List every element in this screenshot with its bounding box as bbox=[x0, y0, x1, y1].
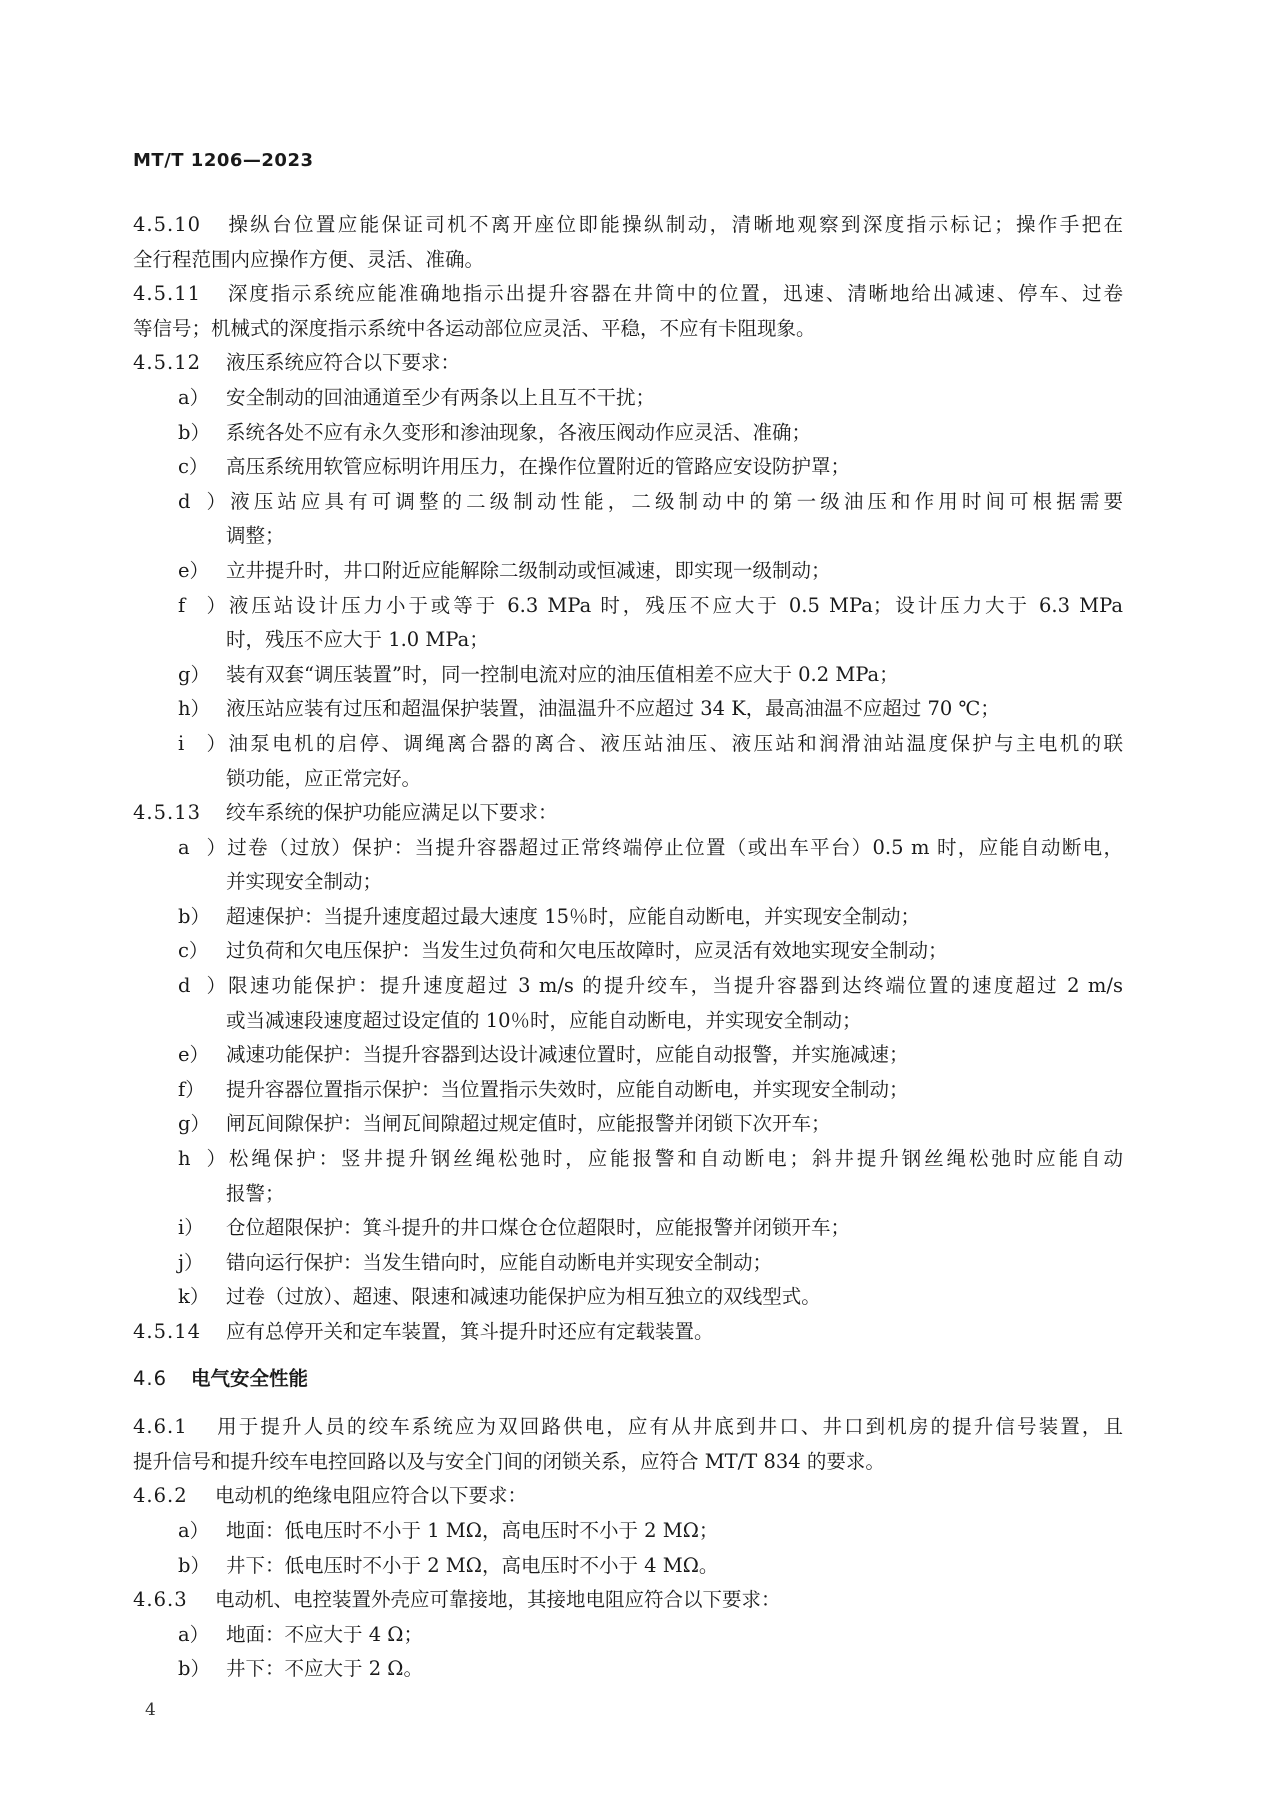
list-text: 高压系统用软管应标明许用压力，在操作位置附近的管路应安设防护罩； bbox=[226, 455, 851, 479]
list-item-k bbox=[133, 1280, 1123, 1315]
clause-4-5-10 bbox=[133, 208, 1123, 277]
list-label: f） bbox=[178, 1077, 205, 1101]
clause-text: 电动机的绝缘电阻应符合以下要求： bbox=[215, 1484, 528, 1508]
list-text: 液压站设计压力小于或等于 6.3 MPa 时，残压不应大于 0.5 MPa；设计压力大于 6.3 MPa bbox=[226, 593, 1123, 617]
list-text: 系统各处不应有永久变形和渗油现象，各液压阀动作应灵活、准确； bbox=[226, 420, 812, 444]
list-label: a） bbox=[178, 1622, 210, 1646]
clause-number: 4.6.3 bbox=[133, 1588, 188, 1612]
list-text: 超速保护：当提升速度超过最大速度 15％时，应能自动断电，并实现安全制动； bbox=[226, 904, 921, 928]
list-item-e bbox=[133, 554, 1123, 589]
clause-4-5-13 bbox=[133, 796, 1123, 1315]
list-text: 错向运行保护：当发生错向时，应能自动断电并实现安全制动； bbox=[226, 1250, 773, 1274]
list-item-continuation: 报警； bbox=[226, 1181, 285, 1205]
clause-line bbox=[133, 208, 1123, 243]
section-heading-4-6 bbox=[133, 1362, 1123, 1397]
clause-4-5-11 bbox=[133, 277, 1123, 346]
list-item-h bbox=[133, 1142, 1123, 1177]
section-number: 4.6 bbox=[133, 1366, 168, 1390]
list-item-d bbox=[133, 969, 1123, 1004]
list-text: 立井提升时，井口附近应能解除二级制动或恒减速，即实现一级制动； bbox=[226, 558, 831, 582]
page-number: 4 bbox=[145, 1700, 156, 1720]
clause-number: 4.5.12 bbox=[133, 351, 202, 375]
clause-number: 4.5.10 bbox=[133, 213, 202, 236]
list-text: 地面：低电压时不小于 1 MΩ，高电压时不小于 2 MΩ； bbox=[226, 1518, 719, 1542]
clause-line bbox=[133, 277, 1123, 312]
list-item-continuation: 并实现安全制动； bbox=[226, 870, 383, 894]
clause-4-6-3 bbox=[133, 1583, 1123, 1687]
list-item-e bbox=[133, 1038, 1123, 1073]
list-item-b bbox=[133, 1549, 1123, 1584]
list-item-c bbox=[133, 450, 1123, 485]
list-item-continuation: 时，残压不应大于 1.0 MPa； bbox=[226, 628, 489, 652]
list-item-continuation: 或当减速段速度超过设定值的 10％时，应能自动断电，并实现安全制动； bbox=[226, 1008, 862, 1032]
list-text: 过卷（过放）保护：当提升容器超过正常终端停止位置（或出车平台）0.5 m 时，应能自动断电， bbox=[226, 835, 1123, 859]
list-item-continuation: 锁功能，应正常完好。 bbox=[226, 766, 422, 790]
list-label: e） bbox=[178, 1043, 210, 1067]
list-text: 提升容器位置指示保护：当位置指示失效时，应能自动断电，并实现安全制动； bbox=[226, 1077, 909, 1101]
list-label: b） bbox=[178, 420, 210, 444]
clause-text: 液压系统应符合以下要求： bbox=[226, 351, 461, 375]
standard-code-header: MT/T 1206—2023 bbox=[133, 150, 314, 171]
list-label: d） bbox=[178, 489, 226, 513]
list-text: 减速功能保护：当提升容器到达设计减速位置时，应能自动报警，并实施减速； bbox=[226, 1043, 909, 1067]
list-item-i bbox=[133, 727, 1123, 762]
list-label: b） bbox=[178, 1553, 210, 1577]
list-label: g） bbox=[178, 662, 210, 686]
clause-number: 4.5.13 bbox=[133, 801, 202, 825]
clause-line bbox=[133, 796, 1123, 831]
clause-4-5-14 bbox=[133, 1315, 1123, 1350]
clause-line bbox=[133, 1479, 1123, 1514]
list-item-b bbox=[133, 1652, 1123, 1687]
list-item-c bbox=[133, 934, 1123, 969]
clause-line: 全行程范围内应操作方便、灵活、准确。 bbox=[133, 247, 485, 271]
clause-text: 应有总停开关和定车装置，箕斗提升时还应有定载装置。 bbox=[226, 1320, 714, 1343]
clause-number: 4.5.11 bbox=[133, 282, 202, 306]
list-text: 过负荷和欠电压保护：当发生过负荷和欠电压故障时，应灵活有效地实现安全制动； bbox=[226, 939, 948, 963]
clause-text: 电动机、电控装置外壳应可靠接地，其接地电阻应符合以下要求： bbox=[215, 1588, 781, 1612]
list-label: k） bbox=[178, 1285, 210, 1309]
clause-text: 操纵台位置应能保证司机不离开座位即能操纵制动，清晰地观察到深度指示标记；操作手把在 bbox=[226, 213, 1123, 236]
list-label: d） bbox=[178, 974, 226, 998]
list-text: 闸瓦间隙保护：当闸瓦间隙超过规定值时，应能报警并闭锁下次开车； bbox=[226, 1112, 831, 1136]
list-item-b bbox=[133, 900, 1123, 935]
list-label: h） bbox=[178, 697, 211, 721]
clause-line bbox=[133, 1583, 1123, 1618]
list-text: 油泵电机的启停、调绳离合器的离合、液压站油压、液压站和润滑油站温度保护与主电机的联 bbox=[226, 731, 1123, 755]
list-item-f bbox=[133, 1073, 1123, 1108]
clause-4-6-2 bbox=[133, 1479, 1123, 1583]
clause-number: 4.6.2 bbox=[133, 1484, 188, 1508]
clause-4-5-12 bbox=[133, 346, 1123, 796]
list-item-a bbox=[133, 381, 1123, 416]
list-item-continuation: 调整； bbox=[226, 524, 285, 548]
list-text: 仓位超限保护：箕斗提升的井口煤仓仓位超限时，应能报警并闭锁开车； bbox=[226, 1216, 851, 1240]
clause-number: 4.6.1 bbox=[133, 1415, 188, 1439]
list-item-g bbox=[133, 1107, 1123, 1142]
document-body bbox=[133, 208, 1123, 1687]
list-label: b） bbox=[178, 904, 210, 928]
list-item-i bbox=[133, 1211, 1123, 1246]
clause-text: 用于提升人员的绞车系统应为双回路供电，应有从井底到井口、井口到机房的提升信号装置，且 bbox=[215, 1415, 1123, 1439]
list-text: 液压站应具有可调整的二级制动性能，二级制动中的第一级油压和作用时间可根据需要 bbox=[226, 489, 1123, 513]
list-item-g bbox=[133, 658, 1123, 693]
clause-number: 4.5.14 bbox=[133, 1320, 202, 1343]
section-title: 电气安全性能 bbox=[191, 1366, 309, 1390]
list-text: 液压站应装有过压和超温保护装置，油温温升不应超过 34 K，最高油温不应超过 70 ℃； bbox=[226, 697, 1000, 721]
list-label: a） bbox=[178, 385, 210, 409]
clause-text: 绞车系统的保护功能应满足以下要求： bbox=[226, 801, 558, 825]
list-item-b bbox=[133, 416, 1123, 451]
clause-line: 提升信号和提升绞车电控回路以及与安全门间的闭锁关系，应符合 MT/T 834 的要求。 bbox=[133, 1449, 885, 1473]
list-label: b） bbox=[178, 1657, 210, 1681]
list-label: c） bbox=[178, 455, 209, 479]
list-label: g） bbox=[178, 1112, 210, 1136]
list-label: f） bbox=[178, 593, 226, 617]
clause-text: 深度指示系统应能准确地指示出提升容器在井筒中的位置，迅速、清晰地给出减速、停车、过卷 bbox=[226, 282, 1123, 306]
list-item-d bbox=[133, 485, 1123, 520]
clause-line bbox=[133, 1410, 1123, 1445]
list-label: a） bbox=[178, 835, 226, 859]
list-label: c） bbox=[178, 939, 209, 963]
list-text: 装有双套“调压装置”时，同一控制电流对应的油压值相差不应大于 0.2 MPa； bbox=[226, 662, 899, 686]
list-item-j bbox=[133, 1246, 1123, 1281]
list-text: 过卷（过放）、超速、限速和减速功能保护应为相互独立的双线型式。 bbox=[226, 1285, 821, 1309]
list-text: 松绳保护：竖井提升钢丝绳松弛时，应能报警和自动断电；斜井提升钢丝绳松弛时应能自动 bbox=[226, 1147, 1123, 1171]
list-text: 安全制动的回油通道至少有两条以上且互不干扰； bbox=[226, 385, 656, 409]
list-label: h） bbox=[178, 1147, 226, 1171]
clause-line bbox=[133, 346, 1123, 381]
list-text: 地面：不应大于 4 Ω； bbox=[226, 1622, 423, 1646]
list-label: i） bbox=[178, 1216, 204, 1240]
list-item-h bbox=[133, 692, 1123, 727]
clause-line: 等信号；机械式的深度指示系统中各运动部位应灵活、平稳，不应有卡阻现象。 bbox=[133, 316, 816, 340]
clause-4-6-1 bbox=[133, 1410, 1123, 1479]
list-item-a bbox=[133, 831, 1123, 866]
list-text: 限速功能保护：提升速度超过 3 m/s 的提升绞车，当提升容器到达终端位置的速度超过 2 m/s bbox=[226, 974, 1123, 998]
list-label: a） bbox=[178, 1518, 210, 1542]
list-label: i） bbox=[178, 731, 226, 755]
list-text: 井下：低电压时不小于 2 MΩ，高电压时不小于 4 MΩ。 bbox=[226, 1553, 719, 1577]
list-item-a bbox=[133, 1514, 1123, 1549]
list-text: 井下：不应大于 2 Ω。 bbox=[226, 1657, 423, 1681]
list-label: e） bbox=[178, 558, 210, 582]
list-item-a bbox=[133, 1618, 1123, 1653]
list-label: j） bbox=[178, 1250, 204, 1274]
list-item-f bbox=[133, 589, 1123, 624]
